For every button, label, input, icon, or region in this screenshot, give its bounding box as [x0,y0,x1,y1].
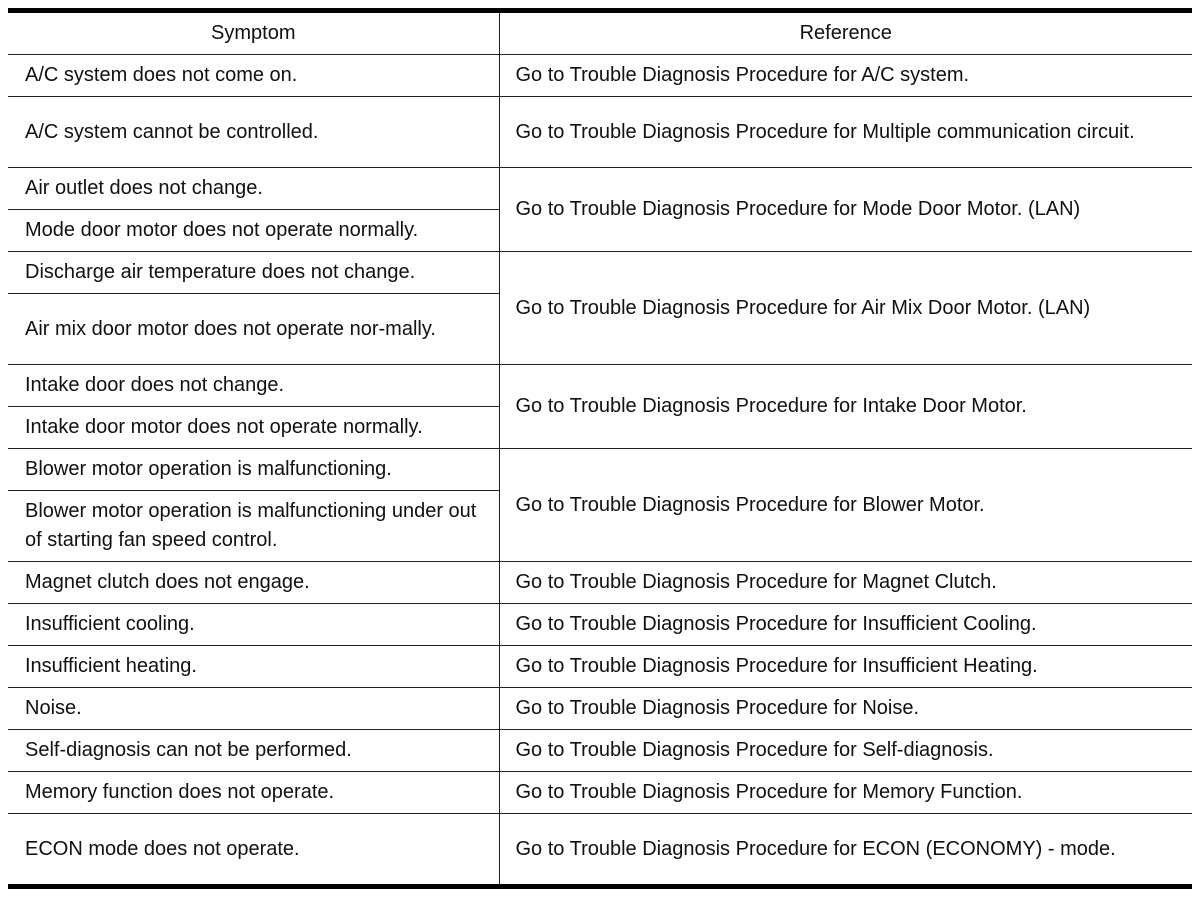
symptom-cell: ECON mode does not operate. [8,814,499,887]
table-row [8,449,1192,491]
symptom-cell: Mode door motor does not operate normally. [8,210,499,252]
table-row [8,730,1192,772]
table-row [8,688,1192,730]
reference-cell: Go to Trouble Diagnosis Procedure for Multiple communication circuit. [499,97,1192,168]
symptom-cell: Insufficient cooling. [8,604,499,646]
table-row [8,604,1192,646]
symptom-cell: A/C system does not come on. [8,55,499,97]
reference-cell: Go to Trouble Diagnosis Procedure for Noise. [499,688,1192,730]
table-row [8,97,1192,168]
symptom-cell: Intake door motor does not operate normally. [8,407,499,449]
symptom-cell: Noise. [8,688,499,730]
table-row [8,646,1192,688]
symptom-reference-table [8,8,1192,889]
symptom-cell: Blower motor operation is malfunctioning under out of starting fan speed control. [8,491,499,562]
table-row [8,814,1192,887]
reference-cell: Go to Trouble Diagnosis Procedure for A/C system. [499,55,1192,97]
reference-cell: Go to Trouble Diagnosis Procedure for Blower Motor. [499,449,1192,562]
reference-cell: Go to Trouble Diagnosis Procedure for Insufficient Cooling. [499,604,1192,646]
symptom-cell: Self-diagnosis can not be performed. [8,730,499,772]
reference-cell: Go to Trouble Diagnosis Procedure for Insufficient Heating. [499,646,1192,688]
table-header-row [8,11,1192,55]
symptom-cell: Memory function does not operate. [8,772,499,814]
reference-cell: Go to Trouble Diagnosis Procedure for Memory Function. [499,772,1192,814]
table-row [8,55,1192,97]
symptom-cell: Air mix door motor does not operate nor-mally. [8,294,499,365]
reference-cell: Go to Trouble Diagnosis Procedure for Air Mix Door Motor. (LAN) [499,252,1192,365]
symptom-cell: A/C system cannot be controlled. [8,97,499,168]
table-row [8,252,1192,294]
reference-cell: Go to Trouble Diagnosis Procedure for Magnet Clutch. [499,562,1192,604]
reference-cell: Go to Trouble Diagnosis Procedure for Mode Door Motor. (LAN) [499,168,1192,252]
symptom-cell: Magnet clutch does not engage. [8,562,499,604]
table-row [8,772,1192,814]
reference-cell: Go to Trouble Diagnosis Procedure for ECON (ECONOMY) - mode. [499,814,1192,887]
column-header-reference: Reference [499,11,1192,55]
column-header-symptom: Symptom [8,11,499,55]
symptom-cell: Blower motor operation is malfunctioning. [8,449,499,491]
symptom-cell: Intake door does not change. [8,365,499,407]
symptom-cell: Discharge air temperature does not change. [8,252,499,294]
reference-cell: Go to Trouble Diagnosis Procedure for Self-diagnosis. [499,730,1192,772]
table-row [8,562,1192,604]
table-row [8,168,1192,210]
table-row [8,365,1192,407]
symptom-cell: Insufficient heating. [8,646,499,688]
symptom-cell: Air outlet does not change. [8,168,499,210]
reference-cell: Go to Trouble Diagnosis Procedure for Intake Door Motor. [499,365,1192,449]
